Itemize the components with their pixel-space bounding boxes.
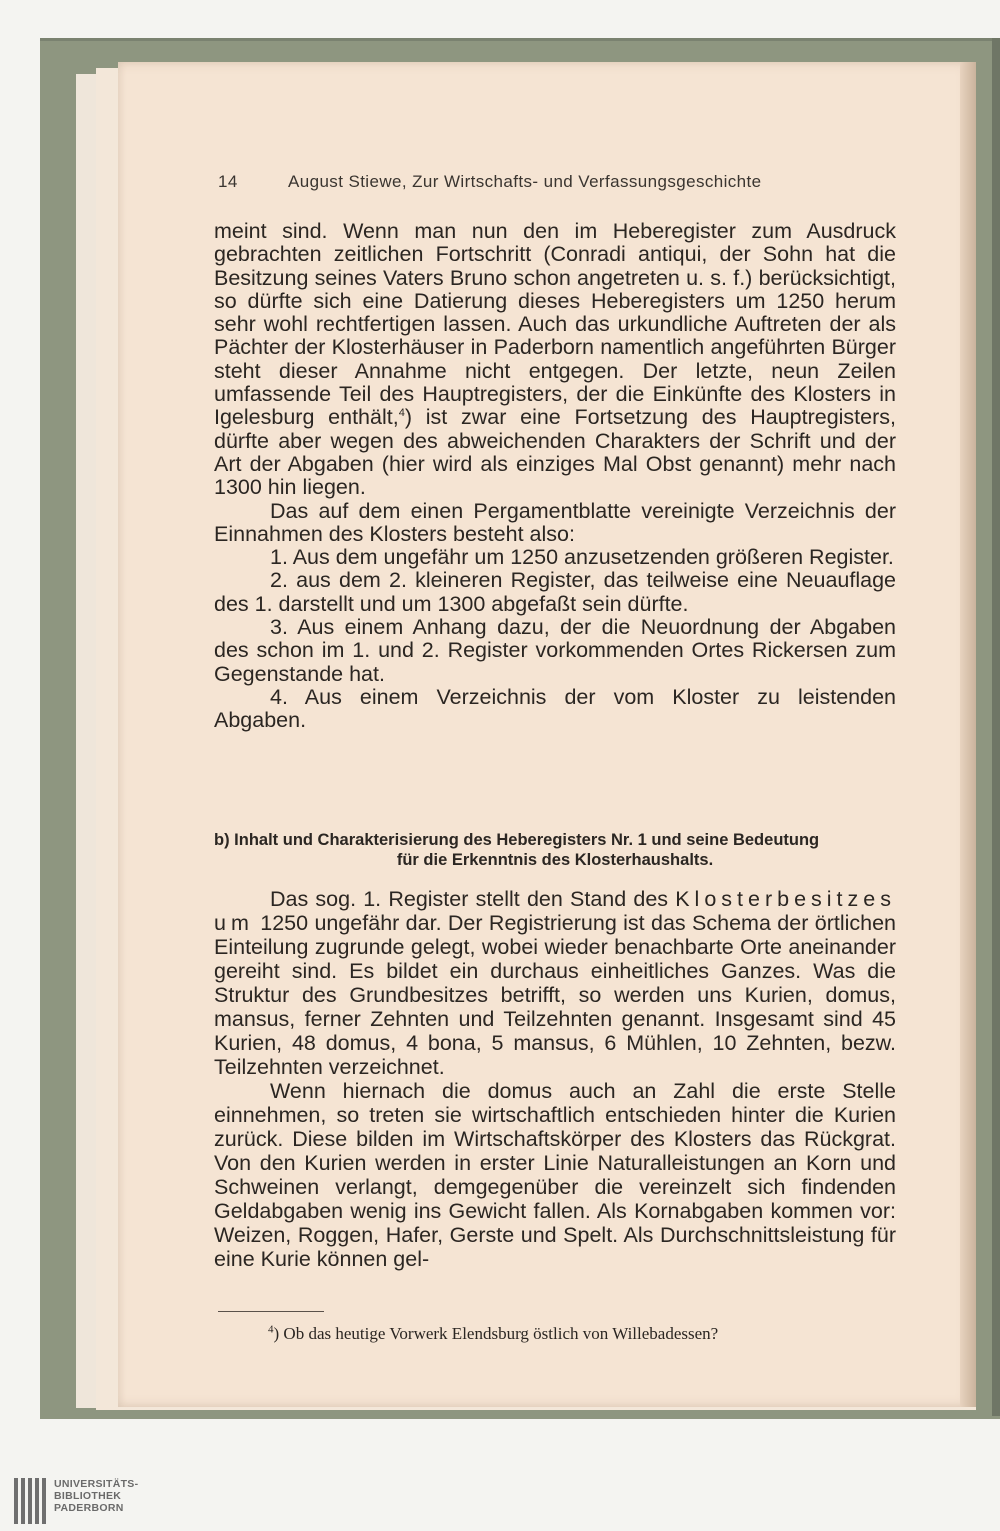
logo-line: BIBLIOTHEK [54, 1490, 122, 1502]
paragraph-1 [214, 220, 896, 500]
paragraph-1-text: meint sind. Wenn man nun den im Heberegister zum Ausdruck gebrachten zeitlichen Fortschritt (Conradi antiqui, der Sohn hat die Besitzung seines Vaters Bruno schon angetreten u. s. f.) berücksichtigt, so dürfte sich eine Datierung dieses Heberegisters um 1250 herum sehr wohl rechtfertigen lassen. Auch das urkundliche Auftreten der als Pächter der Klosterhäuser in Paderborn namentlich angeführten Bürger steht dieser Annahme nicht entgegen. Der letzte, neun Zeilen umfassende Teil des Hauptregisters, der die Einkünfte des Klosters in Igelesburg enthält, [214, 219, 896, 430]
list-item: 1. Aus dem ungefähr um 1250 anzusetzenden größeren Register. [270, 545, 894, 570]
running-head [218, 172, 898, 192]
spaced-emphasis: Klosterbesitzes um [214, 887, 896, 935]
page-gutter [960, 62, 976, 1407]
footnote-marker: 4 [268, 1323, 274, 1336]
section-heading [214, 830, 896, 870]
paragraph-4: Wenn hiernach die domus auch an Zahl die erste Stelle einnehmen, so treten sie wirtschaftlich entschieden hinter die Kurien zurück. Diese bilden im Wirtschaftskörper des Klosters das Rückgrat. Von den Kurien werden in erster Linie Naturalleistungen an Korn und Schweinen verlangt, demgegenüber die vereinzelt sich findenden Geldabgaben wenig ins Gewicht fallen. Als Kornabgaben kommen vor: Weizen, Roggen, Hafer, Gerste und Spelt. Als Durchschnittsleistung für eine Kurie können gel- [214, 1079, 896, 1271]
library-logo-icon [14, 1478, 48, 1524]
cover-edge [992, 38, 1000, 1416]
page-number: 14 [218, 172, 238, 191]
list-item: 3. Aus einem Anhang dazu, der die Neuordnung der Abgaben des schon im 1. und 2. Register vorkommenden Ortes Rickersen zum Gegenstande hat. [214, 615, 896, 686]
library-logo [14, 1478, 174, 1528]
list-item: 2. aus dem 2. kleineren Register, das teilweise eine Neuauflage des 1. darstellt und um 1300 abgefaßt sein dürfte. [214, 568, 896, 616]
running-title: August Stiewe, Zur Wirtschafts- und Verfassungsgeschichte [288, 172, 762, 191]
section-heading-line1: b) Inhalt und Charakterisierung des Heberegisters Nr. 1 und seine Bedeutung [214, 831, 820, 849]
library-logo-text [54, 1478, 138, 1514]
text-block-2 [214, 887, 896, 1271]
paragraph-3-text: Das sog. 1. Register stellt den Stand des [270, 887, 676, 911]
section-heading-line2: für die Erkenntnis des Klosterhaushalts. [396, 851, 714, 869]
footnote-rule [218, 1311, 324, 1312]
footnote-text: ) Ob das heutige Vorwerk Elendsburg östlich von Willebadessen? [273, 1324, 719, 1343]
list-item: 4. Aus einem Verzeichnis der vom Kloster zu leistenden Abgaben. [214, 684, 896, 733]
logo-line: PADERBORN [54, 1502, 124, 1514]
paragraph-1-cont: ) ist zwar eine Fortsetzung des Hauptregisters, dürfte aber wegen des abweichenden Charakters der Schrift und der Art der Abgaben (hier wird als einziges Mal Obst genannt) mehr nach 1300 hin liegen. [214, 405, 896, 500]
paragraph-3 [214, 887, 896, 1079]
logo-line: UNIVERSITÄTS- [54, 1478, 139, 1490]
paragraph-2: Das auf dem einen Pergamentblatte vereinigte Verzeichnis der Einnahmen des Klosters besteht also: [214, 498, 896, 546]
paragraph-3-cont: 1250 ungefähr dar. Der Registrierung ist das Schema der örtlichen Einteilung zugrunde gelegt, wobei wieder benachbarte Orte aneinander gereiht sind. Es bildet ein durchaus einheitliches Ganzes. Was die Struktur des Grundbesitzes betrifft, so werden uns Kurien, domus, mansus, ferner Zehnten und Teilzehnten genannt. Insgesamt sind 45 Kurien, 48 domus, 4 bona, 5 mansus, 6 Mühlen, 10 Zehnten, bezw. Teilzehnten verzeichnet. [214, 911, 896, 1079]
footnote-ref: 4 [398, 407, 405, 420]
footnote [268, 1324, 888, 1344]
text-block-1 [214, 220, 896, 733]
